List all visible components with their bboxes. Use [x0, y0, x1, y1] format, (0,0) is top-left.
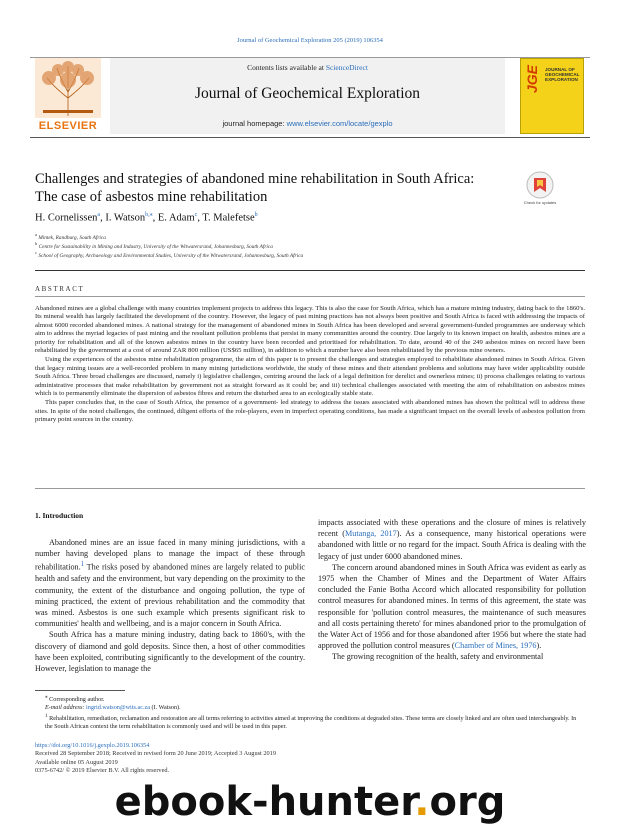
author-affiliation-ref[interactable]: b — [254, 212, 258, 218]
title-rule — [35, 270, 585, 271]
footnote-corresponding: ⁎ Corresponding author. — [45, 694, 105, 704]
body-paragraph: Abandoned mines are an issue faced in many mining jurisdictions, with a number having developed plans to manage the impact of these through rehabilitation.$^1$ The risks posed by abandoned mines are largely related to public health and safety and the environment, but vary depending on the proximity to the community, the extent of the disturbance and ongoing pollution, the type of mining practiced, the extent of previous rehabilitation and the commodity that was mined. Asbestos is one such example which presents significant risk to communities' health and wellbeing, and is a major concern in South Africa. — [35, 538, 305, 629]
check-updates-label: Check for updates — [523, 200, 557, 205]
author-name: I. Watson — [105, 212, 146, 224]
footnote-ref[interactable]: 1 — [80, 561, 85, 569]
sciencedirect-link[interactable]: ScienceDirect — [325, 63, 368, 72]
abstract-paragraph: This paper concludes that, in the case of South Africa, the presence of a government- led strategy to address the issues associated with abandoned mines has shown the political will to address these sites. In spite of the noted challenges, the continued, diligent efforts of the role-players, even in imperfect operating conditions, has made a significant impact on the overall levels of asbestos pollution from primary point sources in the country. — [35, 399, 585, 424]
watermark-text: ebook-hunter.org — [114, 779, 506, 825]
abstract-top-rule — [35, 296, 585, 297]
body-paragraph: The growing recognition of the health, safety and environmental — [332, 652, 544, 662]
cover-letters: JGE — [524, 65, 540, 94]
article-info-footer — [35, 742, 585, 776]
affiliation-b: $^b$ Centre for Sustainability in Mining and Industry, University of the Witwatersrand, Johannesburg, South Africa — [35, 241, 273, 250]
author-name: T. Malefetse — [202, 212, 255, 224]
left-column — [35, 537, 305, 674]
abstract-bottom-rule — [35, 488, 585, 489]
paper-title: Challenges and strategies of abandoned mine rehabilitation in South Africa: The case of asbestos mine rehabilitation — [35, 171, 475, 205]
publisher-name: ELSEVIER — [38, 120, 98, 132]
check-updates-icon[interactable] — [525, 170, 555, 200]
footnotes — [35, 693, 585, 731]
affiliation-c: $^c$ School of Geography, Archaeology and Environmental Studies, University of the Witwatersrand, Johannesburg, South Africa — [35, 250, 304, 259]
citation-link[interactable]: Mutanga, 2017 — [344, 529, 397, 539]
abstract-body — [35, 305, 585, 426]
journal-cover — [520, 58, 584, 134]
footnote-1: $^1$ Rehabilitation, remediation, reclamation and restoration are all terms referring to activities aimed at improving the conditions at degraded sites. These terms are closely linked and are often used interchangeably. In the South African context the term rehabilitation is commonly used and will be used in this paper. — [45, 713, 577, 731]
footnote-email: E-mail address: ingrid.watson@wits.ac.za (I. Watson). — [45, 704, 181, 712]
footnote-rule — [35, 690, 125, 691]
author-affiliation-ref[interactable]: a — [97, 212, 101, 218]
copyright: 0375-6742/ © 2019 Elsevier B.V. All rights reserved. — [35, 767, 170, 775]
author-name: E. Adam — [157, 212, 195, 224]
received-dates: Received 28 September 2018; Received in revised form 20 June 2019; Accepted 3 August 2019 — [35, 750, 276, 758]
body-paragraph: The concern around abandoned mines in South Africa was evident as early as 1975 when the Chamber of Mines and the Department of Water Affairs concluded the Fanie Botha Accord which allocated responsibility for pollution control measures for abandoned mines. In terms of this agreement, the state was responsible for 'pollution control measures, the maintenance of such measures and all costs pertaining thereto' for mines abandoned prior to the promulgation of the Water Act of 1956 and for those abandoned after 1956 but where the state had approved the pollution control measures (Chamber of Mines, 1976). — [318, 562, 586, 651]
contents-prefix: Contents lists available at — [247, 63, 326, 72]
cover-text: JOURNAL OF GEOCHEMICAL EXPLORATION — [545, 67, 580, 83]
right-column — [318, 517, 586, 663]
author-name: H. Cornelissen — [35, 212, 98, 224]
section-heading: 1. Introduction — [35, 511, 84, 520]
citation-link[interactable]: Chamber of Mines, 1976 — [454, 641, 537, 651]
doi-link[interactable]: https://doi.org/10.1016/j.gexplo.2019.106354 — [35, 742, 150, 749]
contents-line — [110, 63, 505, 72]
email-link[interactable]: ingrid.watson@wits.ac.za — [86, 704, 150, 712]
abstract-paragraph: Using the experiences of the asbestos mine rehabilitation programme, the aim of this paper is to present the challenges and strategies employed to rehabilitate abandoned mines in South Africa. Given that legacy mining issues are a well-recorded problem in many mining jurisdictions worldwide, the study of these mines and their attendant problems and solutions may have wider applicability outside South Africa. Three broad challenges are discussed, namely i) legislative challenges, centring around the lack of a legal definition for derelict and ownerless mines; ii) process challenges relating to various administrative processes that make rehabilitation by government not as straight forward as it could be; and iii) technical challenges associated with meeting the aim of rehabilitation on asbestos mines which is to permanently eliminate the dispersion of asbestos fibres and return the disturbed area to an ecologically stable state. — [35, 356, 585, 398]
homepage-link[interactable]: www.elsevier.com/locate/gexplo — [286, 119, 393, 128]
online-date: Available online 05 August 2019 — [35, 758, 118, 766]
masthead-bottom-rule — [30, 137, 590, 138]
author-affiliation-ref[interactable]: b,⁎ — [145, 212, 153, 218]
journal-citation[interactable]: Journal of Geochemical Exploration 205 (2019) 106354 — [237, 37, 383, 44]
author-list: H. Cornelissen$^a$, I. Watson$^{b,⁎}$, E. Adam$^c$, T. Malefetse$^b$ — [35, 212, 258, 224]
journal-title: Journal of Geochemical Exploration — [194, 85, 421, 102]
body-paragraph: impacts associated with these operations and the closure of mines is relatively recent (Mutanga, 2017). As a consequence, many historical operations were abandoned with little or no regard for the impact. South Africa is dealing with the legacy of just under 6000 abandoned mines. — [318, 518, 586, 561]
body-paragraph: South Africa has a mature mining industry, dating back to 1860's, with the discovery of diamond and gold deposits. Since then, a host of other commodities have been exploited, contributing significantly to the development of the country. However, legislation to manage the — [35, 630, 305, 673]
abstract-heading: ABSTRACT — [35, 285, 85, 293]
abstract-paragraph: Abandoned mines are a global challenge with many countries implement projects to address this legacy. This is also the case for South Africa, which has a mature mining industry, dating back to the 1860's. Its mineral wealth has largely facilitated the development of the country. However, the legacy of past mining practices has not always been positive and South Africa is faced with addressing the impacts of almost 6000 recorded abandoned mines. A national strategy for the management of abandoned mines in South Africa has been developed and several government-funded programmes are underway which aim to address the myriad legacies of past mining and the resultant pollution problems that persist in many communities around the country. Due largely to its known impact on health, asbestos mines are a priority for rehabilitation and all of the known asbestos mines in the country have been recorded and prioritised for rehabilitation. To date, around 40 of the 249 asbestos mines on record have been rehabilitated by the government at a cost of around ZAR 800 million (US$65 million), in addition to which a number have also been rehabilitated by the previous mine owners. — [35, 305, 585, 355]
homepage-prefix: journal homepage: — [222, 119, 287, 128]
author-affiliation-ref[interactable]: c — [194, 212, 198, 218]
journal-homepage — [110, 119, 505, 128]
affiliation-a: $^a$ Mintek, Randburg, South Africa — [35, 232, 106, 241]
